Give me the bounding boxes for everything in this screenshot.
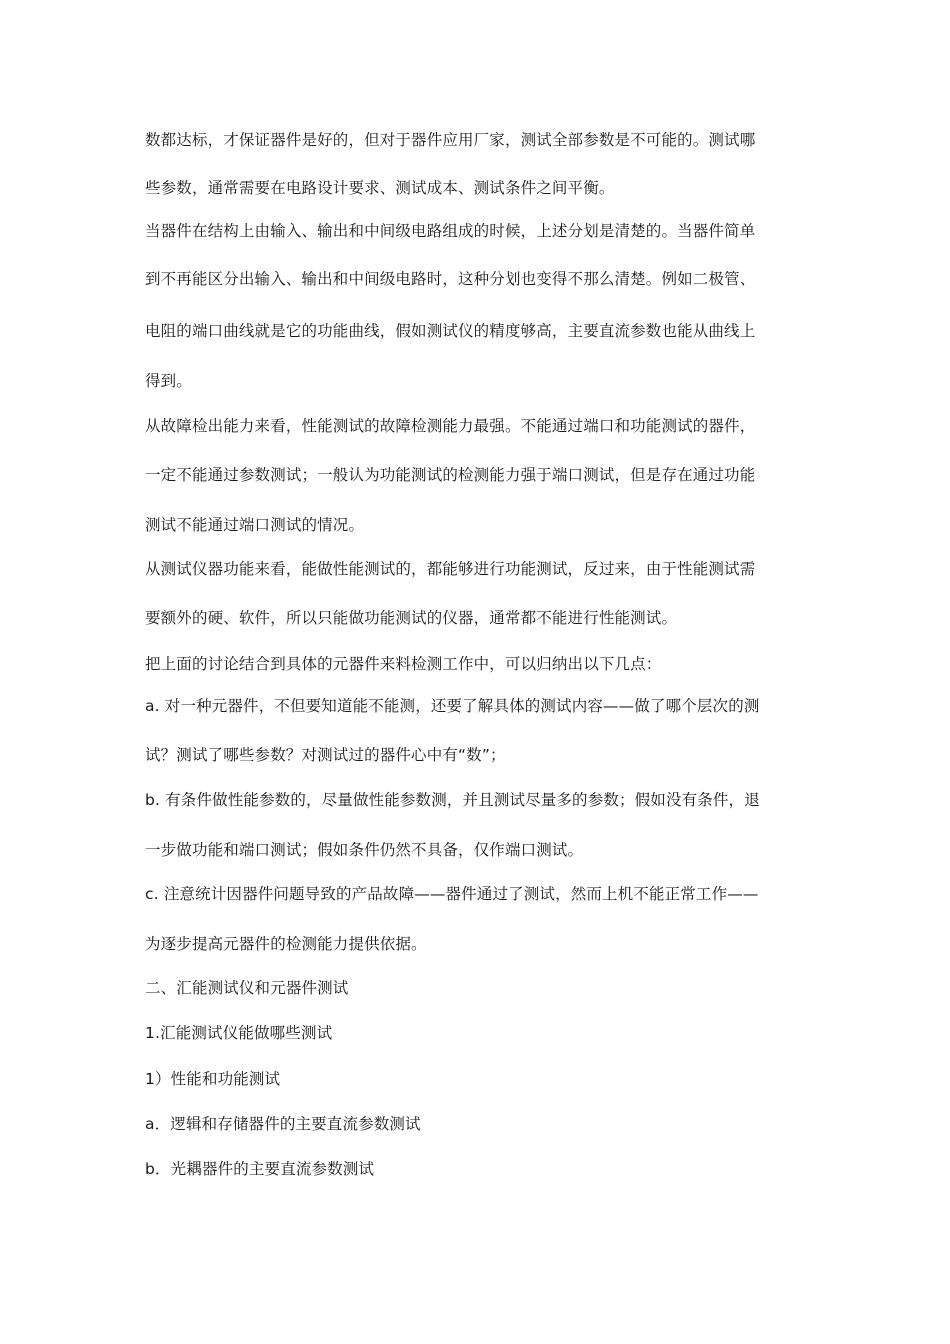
text-line: 到不再能区分出输入、输出和中间级电路时，这种分划也变得不那么清楚。例如二极管、 bbox=[145, 270, 756, 288]
text-line: 一定不能通过参数测试；一般认为功能测试的检测能力强于端口测试，但是存在通过功能 bbox=[145, 466, 756, 484]
list-item-c-cont: 为逐步提高元器件的检测能力提供依据。 bbox=[145, 935, 427, 953]
text-line: 从测试仪器功能来看，能做性能测试的，都能够进行功能测试，反过来，由于性能测试需 bbox=[145, 560, 756, 578]
sub-subsection-heading: 1）性能和功能测试 bbox=[145, 1070, 281, 1088]
section-heading: 二、汇能测试仪和元器件测试 bbox=[145, 979, 349, 997]
text-line: 数都达标，才保证器件是好的，但对于器件应用厂家，测试全部参数是不可能的。测试哪 bbox=[145, 131, 756, 149]
text-line: 电阻的端口曲线就是它的功能曲线，假如测试仪的精度够高，主要直流参数也能从曲线上 bbox=[145, 322, 756, 340]
list-item-c: c. 注意统计因器件问题导致的产品故障——器件通过了测试，然而上机不能正常工作—— bbox=[145, 885, 759, 903]
list-item-b: b. 有条件做性能参数的，尽量做性能参数测，并且测试尽量多的参数；假如没有条件，退 bbox=[145, 791, 760, 809]
list-item: a．逻辑和存储器件的主要直流参数测试 bbox=[145, 1115, 421, 1133]
text-line: 要额外的硬、软件，所以只能做功能测试的仪器，通常都不能进行性能测试。 bbox=[145, 609, 678, 627]
text-line: 把上面的讨论结合到具体的元器件来料检测工作中，可以归纳出以下几点： bbox=[145, 655, 662, 673]
list-item-b-cont: 一步做功能和端口测试；假如条件仍然不具备，仅作端口测试。 bbox=[145, 841, 584, 859]
subsection-heading: 1.汇能测试仪能做哪些测试 bbox=[145, 1024, 333, 1042]
text-line: 当器件在结构上由输入、输出和中间级电路组成的时候，上述分划是清楚的。当器件简单 bbox=[145, 222, 756, 240]
text-line: 从故障检出能力来看，性能测试的故障检测能力最强。不能通过端口和功能测试的器件， bbox=[145, 417, 756, 435]
text-line: 测试不能通过端口测试的情况。 bbox=[145, 516, 365, 534]
list-item: b．光耦器件的主要直流参数测试 bbox=[145, 1160, 375, 1178]
list-item-a: a. 对一种元器件，不但要知道能不能测，还要了解具体的测试内容——做了哪个层次的测 bbox=[145, 697, 760, 715]
list-item-a-cont: 试？测试了哪些参数？对测试过的器件心中有“数”； bbox=[145, 746, 506, 764]
text-line: 得到。 bbox=[145, 372, 192, 390]
text-line: 些参数，通常需要在电路设计要求、测试成本、测试条件之间平衡。 bbox=[145, 179, 615, 197]
